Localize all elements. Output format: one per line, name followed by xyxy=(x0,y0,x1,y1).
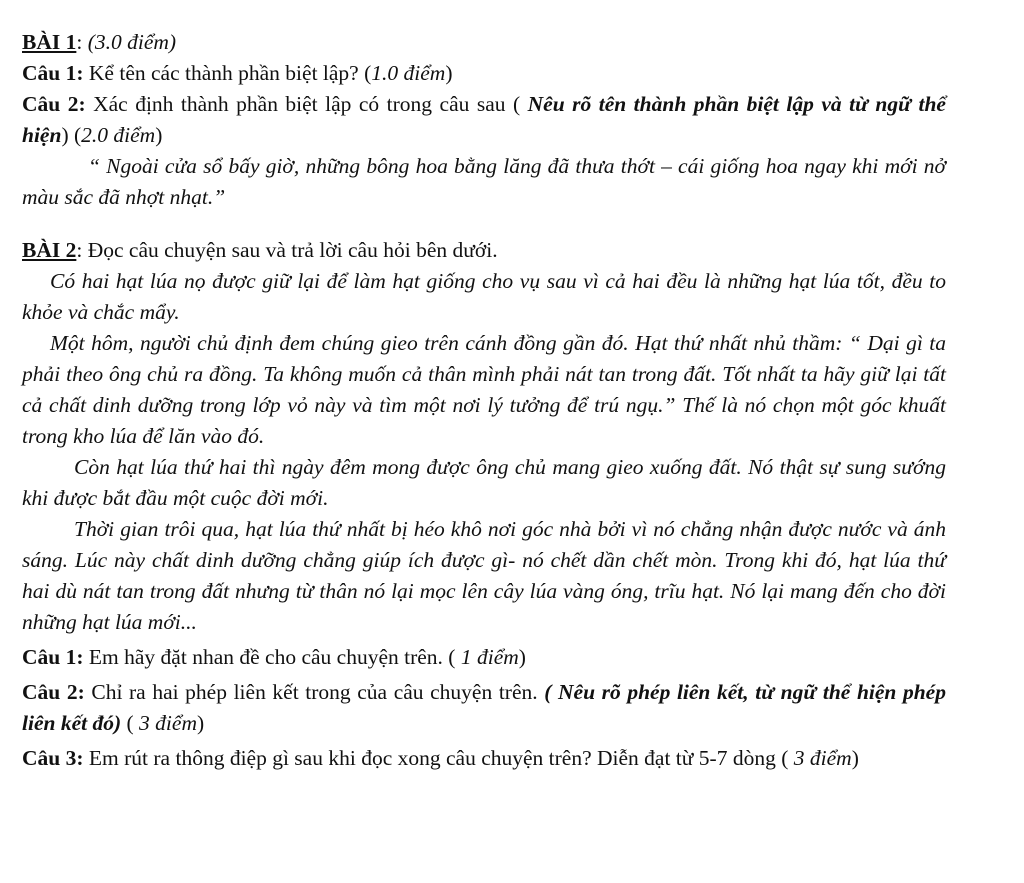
bai1-colon: : xyxy=(76,30,83,54)
bai1-q1-text: Kể tên các thành phần biệt lập? ( xyxy=(83,61,372,85)
bai1-quote: “ Ngoài cửa sổ bấy giờ, những bông hoa bằng lăng đã thưa thớt – cái giống hoa ngay khi mới nở màu sắc đã nhợt nhạt.” xyxy=(22,154,946,209)
bai1-q2-emphasis: Nêu rõ tên thành phần biệt lập và từ ngữ thể hiện xyxy=(22,92,946,147)
bai2-q2-text2: ( xyxy=(121,711,140,735)
bai2-q2-points: 3 điểm xyxy=(139,711,197,735)
bai1-q2-text: Xác định thành phần biệt lập có trong câu sau ( xyxy=(85,92,528,116)
bai2-q3-close: ) xyxy=(851,746,859,770)
bai1-heading: BÀI 1 xyxy=(22,30,77,54)
story-paragraph-4: Thời gian trôi qua, hạt lúa thứ nhất bị héo khô nơi góc nhà bởi vì nó chẳng nhận được nước và ánh sáng. Lúc này chất dinh dưỡng chẳng giúp ích được gì- nó chết dần chết mòn. Trong khi đó, hạt lúa thứ hai dù nát tan trong đất nhưng từ thân nó lại mọc lên cây lúa vàng óng, trĩu hạt. Nó lại mang đến cho đời những hạt lúa mới... xyxy=(22,517,946,634)
bai1-header xyxy=(22,27,946,58)
bai1-q2-points: 2.0 điểm xyxy=(81,123,156,147)
bai2-question-1 xyxy=(22,642,946,673)
bai2-q1-text: Em hãy đặt nhan đề cho câu chuyện trên. ( xyxy=(83,645,461,669)
bai2-q2-text: Chỉ ra hai phép liên kết trong của câu chuyện trên. xyxy=(84,680,545,704)
bai2-intro: : Đọc câu chuyện sau và trả lời câu hỏi bên dưới. xyxy=(76,238,498,262)
bai1-question-2 xyxy=(22,89,946,151)
bai2-q1-points: 1 điểm xyxy=(460,645,519,669)
bai1-q2-close: ) xyxy=(155,123,163,147)
bai1-q1-label: Câu 1: xyxy=(22,61,84,85)
bai1-q2-label: Câu 2: xyxy=(22,92,86,116)
bai2-heading: BÀI 2 xyxy=(22,238,77,262)
bai2-q3-points: 3 điểm xyxy=(793,746,852,770)
bai2-q2-label: Câu 2: xyxy=(22,680,85,704)
bai2-q1-close: ) xyxy=(518,645,526,669)
section-spacer xyxy=(22,213,946,235)
bai2-q1-label: Câu 1: xyxy=(22,645,84,669)
bai2-q3-label: Câu 3: xyxy=(22,746,84,770)
story-paragraph-2: Một hôm, người chủ định đem chúng gieo trên cánh đồng gần đó. Hạt thứ nhất nhủ thầm: “ Dại gì ta phải theo ông chủ ra đồng. Ta không muốn cả thân mình phải nát tan trong đất. Tốt nhất ta hãy giữ lại tất cả chất dinh dưỡng trong lớp vỏ này và tìm một nơi lý tưởng để trú ngụ.” Thế là nó chọn một góc khuất trong kho lúa để lăn vào đó. xyxy=(22,331,946,448)
story-paragraph-1: Có hai hạt lúa nọ được giữ lại để làm hạt giống cho vụ sau vì cả hai đều là những hạt lúa tốt, đều to khỏe và chắc mẩy. xyxy=(22,269,946,324)
bai2-q2-emphasis: ( Nêu rõ phép liên kết, từ ngữ thể hiện phép liên kết đó) xyxy=(22,680,946,735)
bai2-q2-close: ) xyxy=(196,711,205,735)
bai2-question-2 xyxy=(22,677,946,739)
story-paragraph-3: Còn hạt lúa thứ hai thì ngày đêm mong được ông chủ mang gieo xuống đất. Nó thật sự sung sướng khi được bắt đầu một cuộc đời mới. xyxy=(22,455,946,510)
bai1-points: (3.0 điểm) xyxy=(82,30,177,54)
bai1-q1-close: ) xyxy=(445,61,453,85)
bai1-q1-points: 1.0 điểm xyxy=(371,61,446,85)
bai2-question-3 xyxy=(22,743,946,774)
bai1-question-1 xyxy=(22,58,946,89)
bai2-header xyxy=(22,235,946,266)
bai1-q2-text2: ) ( xyxy=(61,123,82,147)
bai2-q3-text: Em rút ra thông điệp gì sau khi đọc xong câu chuyện trên? Diễn đạt từ 5-7 dòng ( xyxy=(83,746,794,770)
